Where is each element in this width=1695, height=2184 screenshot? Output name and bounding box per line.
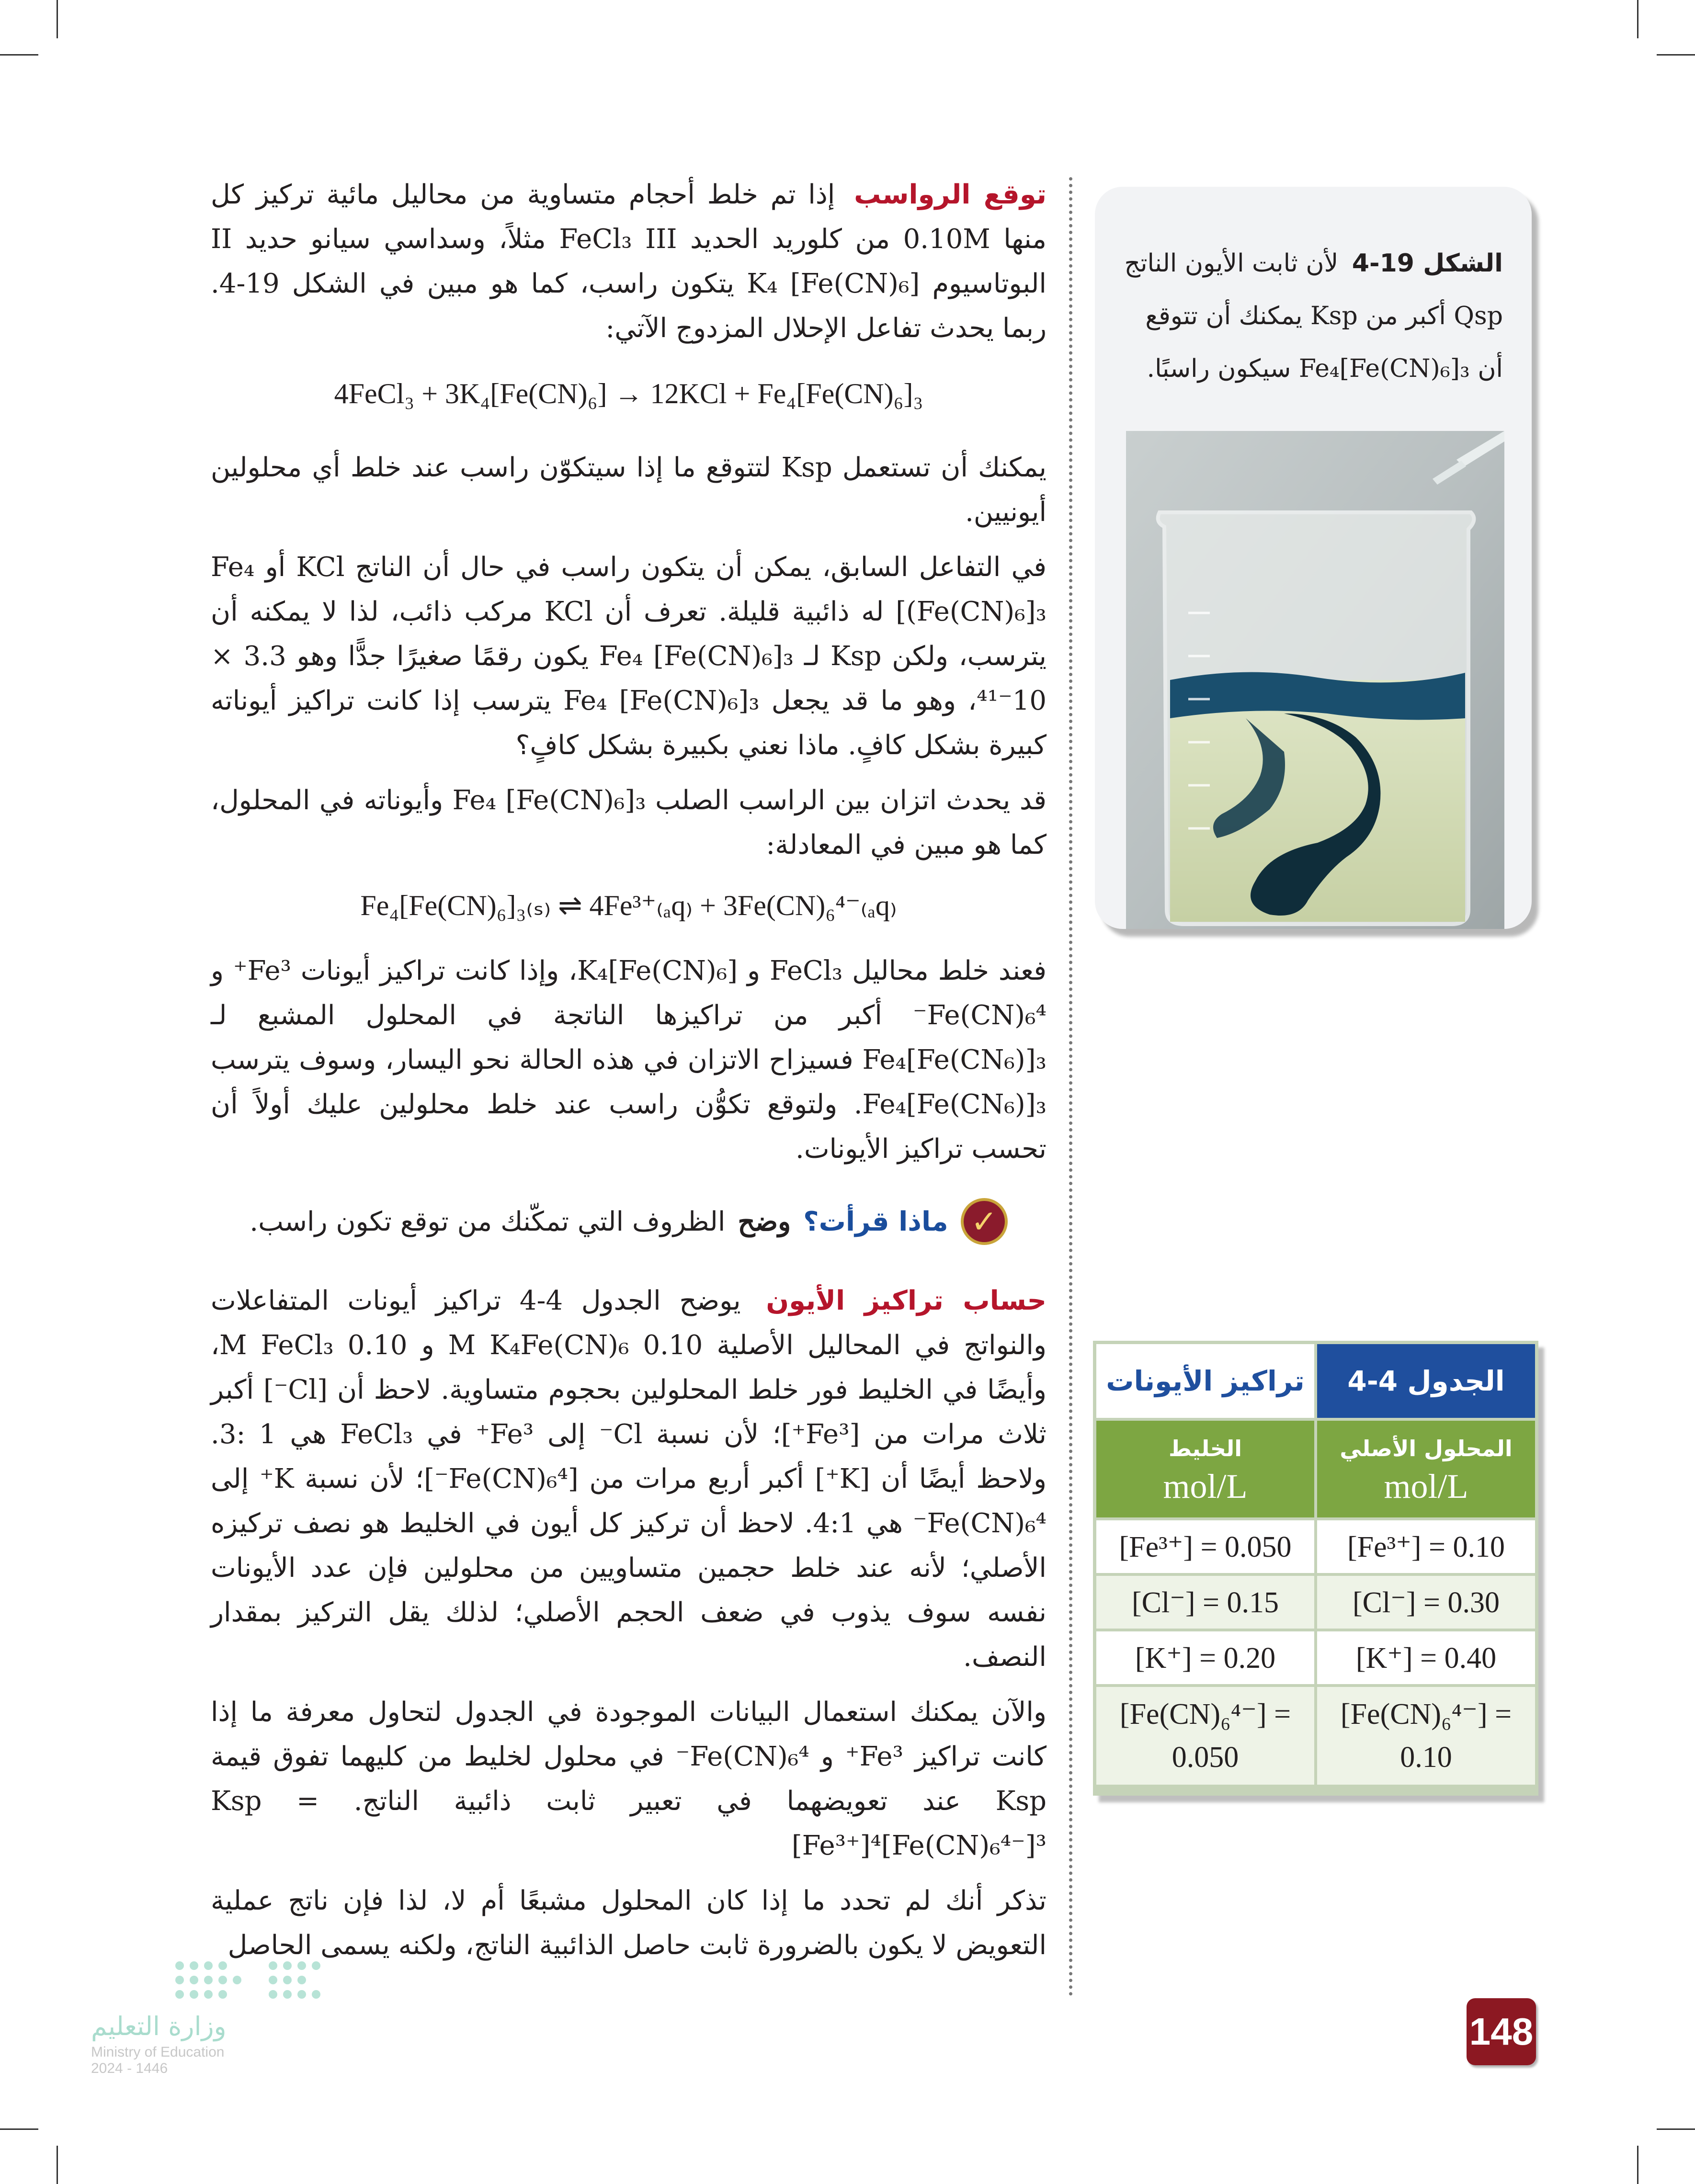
crop-mark (1637, 0, 1638, 38)
ministry-logo (91, 2011, 311, 2077)
figure-caption (1120, 237, 1503, 395)
edition-year: 2024 - 1446 (91, 2060, 168, 2076)
paragraph-text: يوضح الجدول 4-4 تراكيز أيونات المتفاعلات والنواتج في المحاليل الأصلية 0.10 M K₄Fe(CN)₆ و 0.10 M FeCl₃، وأيضًا في الخليط فور خلط المحلولين بحجوم متساوية. لاحظ أن [Cl⁻] أكبر ثلاث مرات من [Fe³⁺]؛ لأن نسبة Cl⁻ إلى Fe³⁺ في FeCl₃ هي 1 :3. ولاحظ أيضًا أن [K⁺] أكبر أربع مرات من [Fe(CN)₆⁴⁻]؛ لأن نسبة K⁺ إلى Fe(CN)₆⁴⁻ هي 4:1. لاحظ أن تركيز كل أيون في الخليط هو نصف تركيزه الأصلي؛ لأنه عند خلط حجمين متساويين من محلولين فإن عدد الأيونات نفسه سوف يذوب في ضعف الحجم الأصلي؛ لذلك يقل التركيز بمقدار النصف. (211, 1285, 1047, 1673)
crop-mark (57, 2146, 58, 2184)
table-number: الجدول 4-4 (1316, 1343, 1536, 1419)
ion-concentration-table (1093, 1341, 1538, 1796)
paragraph-ion-concentration (211, 1279, 1047, 1679)
table-header-row (1095, 1343, 1536, 1419)
table-row (1095, 1630, 1536, 1686)
table-cell: [Fe(CN)₆⁴⁻] = 0.050 (1095, 1686, 1316, 1786)
crop-mark (1637, 2146, 1638, 2184)
table-cell: [Cl⁻] = 0.15 (1095, 1574, 1316, 1630)
reading-check-verb: وضح (738, 1205, 791, 1237)
equation-double-replacement: 4FeCl₃ + 3K₄[Fe(CN)₆] → 12KCl + Fe₄[Fe(CN)₆]₃ (334, 378, 923, 409)
main-text-column (211, 172, 1047, 1978)
page-number-badge: 148 (1467, 1998, 1536, 2065)
column-header-original (1316, 1419, 1536, 1519)
table-cell: [Fe³⁺] = 0.050 (1095, 1519, 1316, 1574)
paragraph-use-table: والآن يمكنك استعمال البيانات الموجودة في الجدول لتحاول معرفة ما إذا كانت تراكيز Fe³⁺ و Fe(CN)₆⁴⁻ في محلول لخليط من كليهما تفوق قيمة Ksp عند تعويضهما في تعبير ثابت ذائبية الناتج. Ksp = [Fe³⁺]⁴[Fe(CN)₆⁴⁻]³ (211, 1697, 1047, 1861)
ministry-name-ar: وزارة التعليم (91, 2011, 227, 2041)
table-row (1095, 1686, 1536, 1786)
ministry-logo-icon (172, 1956, 330, 2009)
equation-equilibrium: Fe₄[Fe(CN)₆]₃₍ₛ₎ ⇌ 4Fe³⁺₍ₐq₎ + 3Fe(CN)₆⁴⁻₍ₐq₎ (360, 890, 897, 921)
section-lead-ion-concentration: حساب تراكيز الأيون (766, 1285, 1047, 1316)
table-title: تراكيز الأيونات (1095, 1343, 1316, 1419)
beaker-photo (1126, 431, 1504, 929)
paragraph-text: إذا تم خلط أحجام متساوية من محاليل مائية تركيز كل منها 0.10M من كلوريد الحديد FeCl₃ III مثلاً، وسداسي سيانو حديد II البوتاسيوم K₄ [Fe(CN)₆] يتكون راسب، كما هو مبين في الشكل 19-4. ربما يحدث تفاعل الإحلال المزدوج الآتي: (211, 179, 1047, 344)
table-cell: [K⁺] = 0.20 (1095, 1630, 1316, 1686)
reading-check-text: الظروف التي تمكّنك من توقع تكون راسب. (250, 1206, 726, 1237)
column-header-label: الخليط (1168, 1436, 1242, 1461)
paragraph-equilibrium: قد يحدث اتزان بين الراسب الصلب Fe₄ [Fe(CN)₆]₃ وأيوناته في المحلول، كما هو مبين في المعادلة: (211, 785, 1047, 860)
table-cell: [K⁺] = 0.40 (1316, 1630, 1536, 1686)
paragraph-precipitation (211, 172, 1047, 351)
table-row (1095, 1519, 1536, 1574)
paragraph-solubility: في التفاعل السابق، يمكن أن يتكون راسب في حال أن الناتج KCl أو Fe₄ [(Fe(CN)₆]₃ له ذائبية قليلة. تعرف أن KCl مركب ذائب، لذا لا يمكنه أن يترسب، ولكن Ksp لـ Fe₄ [Fe(CN)₆]₃ يكون رقمًا صغيرًا جدًّا وهو 3.3 × 10⁻⁴¹، وهو ما قد يجعل Fe₄ [Fe(CN)₆]₃ يترسب إذا كانت تراكيز أيوناته كبيرة بشكل كافٍ. ماذا نعني بكبيرة بشكل كافٍ؟ (211, 552, 1047, 761)
unit-label: mol/L (1163, 1467, 1248, 1505)
table-cell: [Fe(CN)₆⁴⁻] = 0.10 (1316, 1686, 1536, 1786)
checkmark-icon: ✓ (961, 1198, 1008, 1245)
crop-mark (0, 54, 38, 56)
paragraph-ksp-intro: يمكنك أن تستعمل Ksp لتتوقع ما إذا سيتكوّن راسب عند خلط أي محلولين أيونيين. (211, 452, 1047, 528)
ministry-name-en: Ministry of Education (91, 2044, 225, 2060)
figure-caption-text: لأن ثابت الأيون الناتج Qsp أكبر من Ksp يمكنك أن تتوقع أن Fe₄[Fe(CN)₆]₃ سيكون راسبًا. (1124, 249, 1503, 383)
column-header-label: المحلول الأصلي (1340, 1436, 1513, 1461)
figure-card (1095, 187, 1532, 929)
table-row (1095, 1574, 1536, 1630)
crop-mark (0, 2128, 38, 2130)
crop-mark (1657, 54, 1695, 56)
crop-mark (57, 0, 58, 38)
reading-check (211, 1198, 1047, 1245)
paragraph-reminder: تذكر أنك لم تحدد ما إذا كان المحلول مشبعًا أم لا، لذا فإن ناتج عملية التعويض لا يكون بالضرورة ثابت حاصل الذائبية الناتج، ولكنه يسمى الحاصل (211, 1885, 1047, 1961)
column-header-mixture (1095, 1419, 1316, 1519)
figure-label: الشكل 19-4 (1352, 249, 1503, 278)
unit-label: mol/L (1384, 1467, 1468, 1505)
table-cell: [Cl⁻] = 0.30 (1316, 1574, 1536, 1630)
crop-mark (1657, 2128, 1695, 2130)
section-lead-precipitation: توقع الرواسب (854, 179, 1047, 210)
paragraph-mixing: فعند خلط محاليل FeCl₃ و K₄[Fe(CN)₆]، وإذا كانت تراكيز أيونات Fe³⁺ و Fe(CN)₆⁴⁻ أكبر من تراكيزها الناتجة في المحلول المشبع لـ Fe₄[Fe(CN₆)]₃ فسيزاح الاتزان في هذه الحالة نحو اليسار، وسوف يترسب Fe₄[Fe(CN₆)]₃. ولتوقع تكوُّن راسب عند خلط محلولين عليك أولاً أن تحسب تراكيز الأيونات. (211, 955, 1047, 1165)
table-subheader-row (1095, 1419, 1536, 1519)
reading-check-label: ماذا قرأت؟ (803, 1206, 948, 1237)
column-separator (1069, 177, 1072, 1997)
table-cell: [Fe³⁺] = 0.10 (1316, 1519, 1536, 1574)
